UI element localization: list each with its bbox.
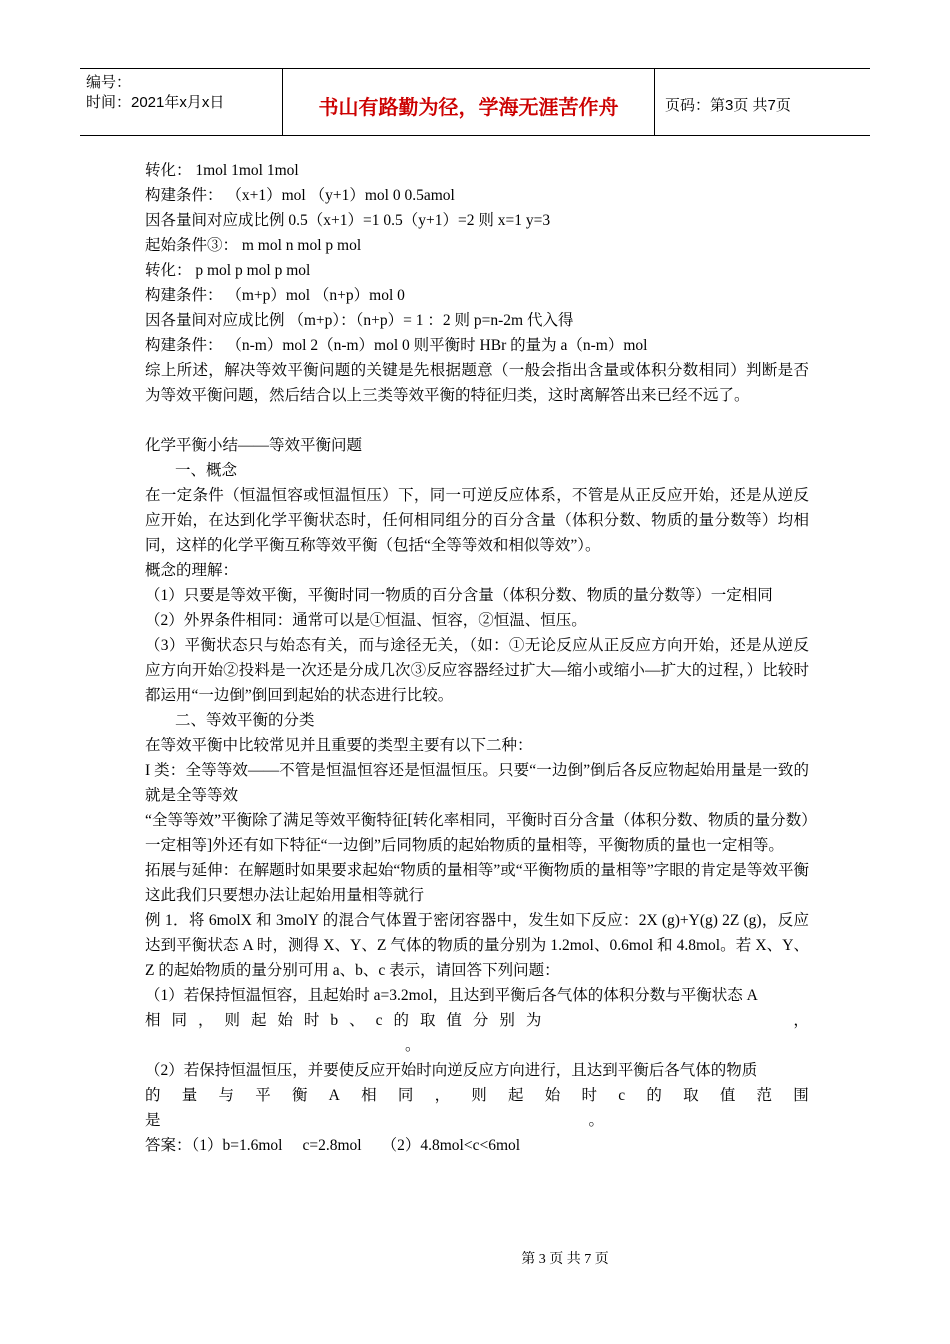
header-meta bbox=[80, 69, 283, 135]
q1-char: 、 bbox=[349, 1012, 365, 1029]
q2-char: 值 bbox=[719, 1087, 736, 1104]
paragraph: 在一定条件（恒温恒容或恒温恒压）下，同一可逆反应体系，不管是从正反应开始，还是从逆反应开始，在达到化学平衡状态时，任何相同组分的百分含量（体积分数、物质的量分数等）均相同，这样的化学平衡互称等效平衡（包括“全等等效和相似等效”）。 bbox=[145, 487, 809, 554]
paragraph: （2）外界条件相同：通常可以是①恒温、恒容，②恒温、恒压。 bbox=[145, 612, 587, 629]
q1-char: 的 bbox=[393, 1012, 409, 1029]
heading-concept: 一、概念 bbox=[175, 462, 238, 479]
q1-char: 相 bbox=[145, 1012, 161, 1029]
paragraph: 概念的理解： bbox=[145, 562, 239, 579]
section-title: 化学平衡小结——等效平衡问题 bbox=[145, 437, 363, 454]
q2-start: 是 bbox=[145, 1112, 161, 1129]
answer-line bbox=[145, 1133, 809, 1158]
q2-char: 同 bbox=[397, 1087, 414, 1104]
q2-char: 取 bbox=[683, 1087, 699, 1104]
q1-char: b bbox=[330, 1012, 339, 1029]
question-2-line: （2）若保持恒温恒压，并要使反应开始时向逆反应方向进行，且达到平衡后各气体的物质 bbox=[145, 1062, 758, 1079]
text-line: 转化： 1mol 1mol 1mol bbox=[145, 162, 299, 179]
q2-char: 量 bbox=[181, 1087, 198, 1104]
paragraph: “全等等效”平衡除了满足等效平衡特征[转化率相同，平衡时百分含量（体积分数、物质的量分数）一定相等]外还有如下特征“一边倒”后同物质的起始物质的量相等，平衡物质的量也一定相等。 bbox=[145, 812, 809, 854]
q2-char: 起 bbox=[508, 1087, 524, 1104]
question-2-spread bbox=[145, 1083, 809, 1108]
q1-char: 则 bbox=[224, 1012, 240, 1029]
q2-char: 的 bbox=[646, 1087, 662, 1104]
q2-char: 时 bbox=[581, 1087, 598, 1104]
q2-blank-line bbox=[145, 1108, 809, 1133]
q1-char: 时 bbox=[303, 1012, 320, 1029]
q1-char: 为 bbox=[525, 1012, 542, 1029]
q1-blank-end: 。 bbox=[405, 1037, 421, 1054]
q2-char: ， bbox=[434, 1087, 451, 1104]
paragraph: （1）只要是等效平衡，平衡时同一物质的百分含量（体积分数、物质的量分数等）一定相同 bbox=[145, 587, 773, 604]
text-line: 转化： p mol p mol p mol bbox=[145, 262, 311, 279]
answer-part-2: c=2.8mol bbox=[302, 1137, 362, 1154]
page-footer: 第 3 页 共 7 页 bbox=[521, 1252, 609, 1267]
q2-char: 则 bbox=[471, 1087, 487, 1104]
text-line: 构建条件： （n-m）mol 2（n-m）mol 0 则平衡时 HBr 的量为 a（n-m）mol bbox=[145, 337, 648, 354]
q2-char: c bbox=[618, 1087, 626, 1104]
q2-char: 与 bbox=[218, 1087, 234, 1104]
example-paragraph: 例 1．将 6molX 和 3molY 的混合气体置于密闭容器中，发生如下反应：2X (g)+Y(g) 2Z (g)，反应达到平衡状态 A 时，测得 X、Y、Z 气体的物质的量分别为 1.2mol、0.6mol 和 4.8mol。若 X、Y、Z 的起始物质的量分别可用 a、b、c 表示，请回答下列问题： bbox=[145, 912, 809, 979]
answer-part-3: （2）4.8mol<c<6mol bbox=[381, 1137, 521, 1154]
q1-char: 别 bbox=[499, 1012, 515, 1029]
q2-char: 相 bbox=[361, 1087, 377, 1104]
question-1-spread bbox=[145, 1008, 809, 1033]
text-line: 起始条件③： m mol n mol p mol bbox=[145, 237, 362, 254]
text-line: 因各量间对应成比例 （m+p）：（n+p）= 1 ：2 则 p=n-2m 代入得 bbox=[145, 312, 574, 329]
q1-char: ， bbox=[197, 1012, 214, 1029]
q2-char: 范 bbox=[756, 1087, 773, 1104]
text-line: 构建条件： （x+1）mol （y+1）mol 0 0.5amol bbox=[145, 187, 455, 204]
paragraph: I 类：全等等效——不管是恒温恒容还是恒温恒压。只要“一边倒”倒后各反应物起始用量是一致的就是全等等效 bbox=[145, 762, 809, 804]
number-label: 编号： bbox=[86, 74, 132, 91]
question-1-line: （1）若保持恒温恒容，且起始时 a=3.2mol，且达到平衡后各气体的体积分数与平衡状态 A bbox=[145, 987, 758, 1004]
paragraph: （3）平衡状态只与始态有关，而与途径无关，（如：①无论反应从正反应方向开始，还是从逆反应方向开始②投料是一次还是分成几次③反应容器经过扩大—缩小或缩小—扩大的过程，）比较时都运用“一边倒”倒回到起始的状态进行比较。 bbox=[145, 637, 809, 704]
paragraph: 在等效平衡中比较常见并且重要的类型主要有以下二种： bbox=[145, 737, 533, 754]
summary-paragraph: 综上所述，解决等效平衡问题的关键是先根据题意（一般会指出含量或体积分数相同）判断是否为等效平衡问题，然后结合以上三类等效平衡的特征归类，这时离解答出来已经不远了。 bbox=[145, 362, 809, 404]
q2-char: 平 bbox=[255, 1087, 271, 1104]
q2-char: 围 bbox=[793, 1087, 809, 1104]
q1-char: ， bbox=[793, 1012, 809, 1029]
q1-char: 分 bbox=[472, 1012, 489, 1029]
motto: 书山有路勤为径，学海无涯苦作舟 bbox=[283, 69, 655, 135]
q1-char: c bbox=[375, 1012, 383, 1029]
q2-char: 始 bbox=[544, 1087, 561, 1104]
page-indicator: 页码：第3页 共7页 bbox=[665, 96, 791, 114]
q2-char: A bbox=[328, 1087, 340, 1104]
time-label: 时间：2021年x月x日 bbox=[86, 94, 225, 111]
text-line: 构建条件： （m+p）mol （n+p）mol 0 bbox=[145, 287, 405, 304]
q2-char: 衡 bbox=[291, 1087, 308, 1104]
q1-char: 起 bbox=[250, 1012, 267, 1029]
q1-char: 值 bbox=[446, 1012, 462, 1029]
document-body bbox=[145, 158, 809, 1158]
q1-char: 取 bbox=[419, 1012, 436, 1029]
heading-classification: 二、等效平衡的分类 bbox=[175, 712, 315, 729]
paragraph: 拓展与延伸：在解题时如果要求起始“物质的量相等”或“平衡物质的量相等”字眼的肯定是等效平衡这此我们只要想办法让起始用量相等就行 bbox=[145, 862, 809, 904]
page-header bbox=[80, 68, 870, 136]
text-line: 因各量间对应成比例 0.5（x+1）=1 0.5（y+1）=2 则 x=1 y=3 bbox=[145, 212, 551, 229]
answer-part-1: 答案：（1）b=1.6mol bbox=[145, 1137, 283, 1154]
q2-char: 的 bbox=[145, 1087, 161, 1104]
q2-end: 。 bbox=[588, 1112, 605, 1129]
q1-char: 同 bbox=[171, 1012, 187, 1029]
q1-char: 始 bbox=[277, 1012, 293, 1029]
